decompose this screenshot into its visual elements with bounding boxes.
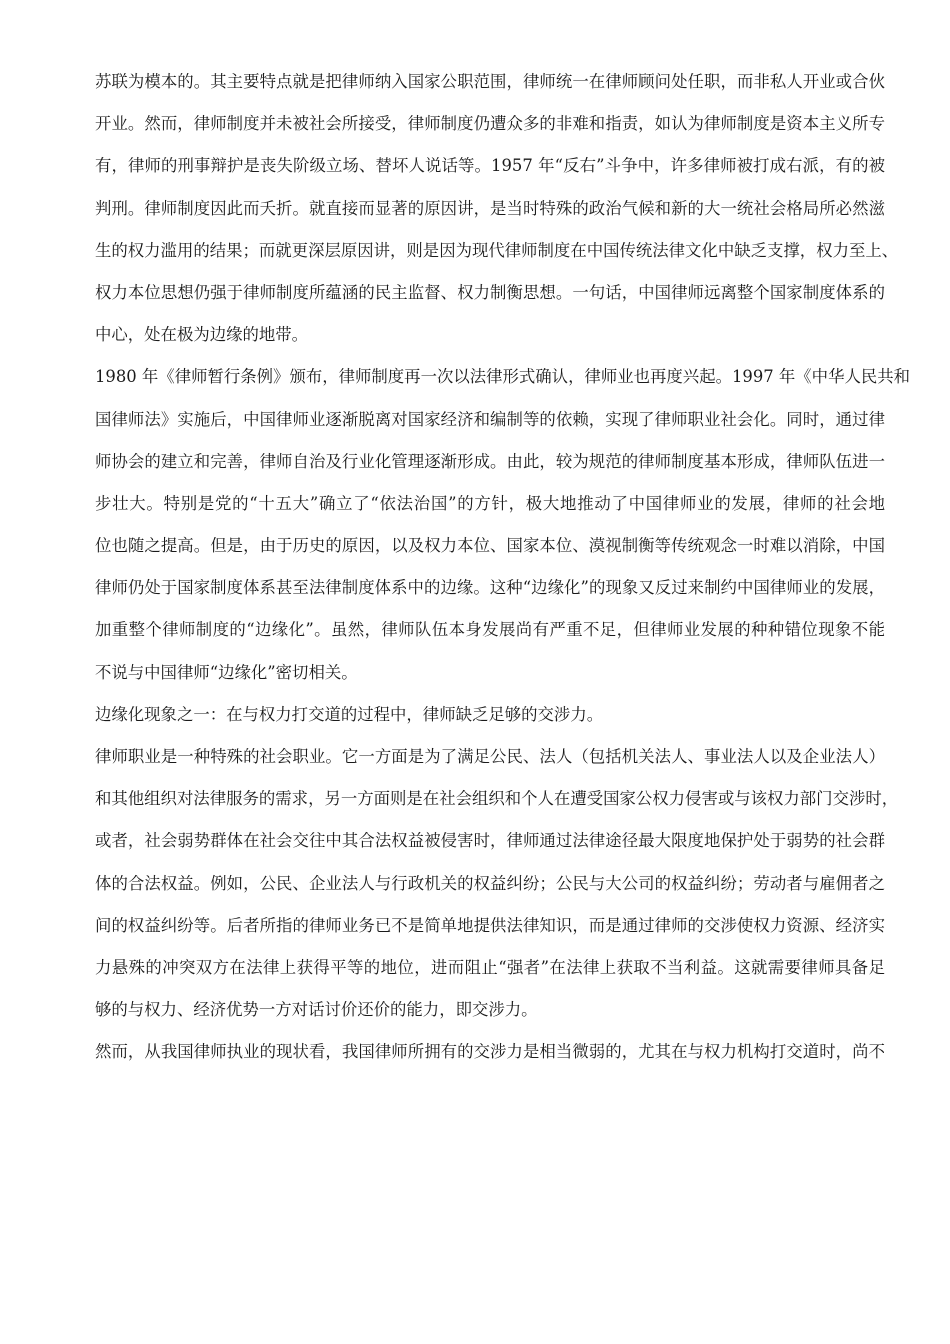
text-line: 够的与权力、经济优势一方对话讨价还价的能力，即交涉力。 <box>95 1000 538 1020</box>
paragraph-soviet-model <box>95 72 899 367</box>
text-line: 步壮大。特别是党的“十五大”确立了“依法治国”的方针，极大地推动了中国律师业的发展，律师的社会地 <box>95 493 885 513</box>
text-line: 间的权益纠纷等。后者所指的律师业务已不是简单地提供法律知识，而是通过律师的交涉使权力资源、经济实 <box>95 915 885 935</box>
text-line: 苏联为模本的。其主要特点就是把律师纳入国家公职范围，律师统一在律师顾问处任职，而非私人开业或合伙 <box>95 72 885 91</box>
text-line: 边缘化现象之一：在与权力打交道的过程中，律师缺乏足够的交涉力。 <box>95 704 604 724</box>
text-line: 或者，社会弱势群体在社会交往中其合法权益被侵害时，律师通过法律途径最大限度地保护处于弱势的社会群 <box>95 831 885 851</box>
text-line: 国律师法》实施后，中国律师业逐渐脱离对国家经济和编制等的依赖，实现了律师职业社会化。同时，通过律 <box>95 409 885 429</box>
text-line: 律师仍处于国家制度体系甚至法律制度体系中的边缘。这种“边缘化”的现象又反过来制约中国律师业的发展， <box>95 578 885 598</box>
text-line: 判刑。律师制度因此而夭折。就直接而显著的原因讲，是当时特殊的政治气候和新的大一统社会格局所必然滋 <box>95 198 885 218</box>
paragraph-lawyer-profession <box>95 747 899 1042</box>
text-line: 生的权力滥用的结果；而就更深层原因讲，则是因为现代律师制度在中国传统法律文化中缺乏支撑，权力至上、 <box>95 240 899 260</box>
paragraph-marginalization-heading <box>95 705 885 747</box>
text-line: 开业。然而，律师制度并未被社会所接受，律师制度仍遭众多的非难和指责，如认为律师制度是资本主义所专 <box>95 114 885 134</box>
text-line: 不说与中国律师“边缘化”密切相关。 <box>95 662 358 682</box>
text-line: 位也随之提高。但是，由于历史的原因，以及权力本位、国家本位、漠视制衡等传统观念一时难以消除，中国 <box>95 536 885 556</box>
text-line: 然而，从我国律师执业的现状看，我国律师所拥有的交涉力是相当微弱的，尤其在与权力机构打交道时，尚不 <box>95 1042 885 1062</box>
body-text <box>95 72 911 1085</box>
text-line: 体的合法权益。例如，公民、企业法人与行政机关的权益纠纷；公民与大公司的权益纠纷；劳动者与雇佣者之 <box>95 873 885 893</box>
paragraph-1980-regulations <box>95 367 911 705</box>
text-line: 加重整个律师制度的“边缘化”。虽然，律师队伍本身发展尚有严重不足，但律师业发展的种种错位现象不能 <box>95 620 885 640</box>
text-line: 师协会的建立和完善，律师自治及行业化管理逐渐形成。由此，较为规范的律师制度基本形成，律师队伍进一 <box>95 451 885 471</box>
text-line: 和其他组织对法律服务的需求，另一方面则是在社会组织和个人在遭受国家公权力侵害或与该权力部门交涉时， <box>95 789 899 809</box>
text-line: 1980 年《律师暂行条例》颁布，律师制度再一次以法律形式确认，律师业也再度兴起。1997 年《中华人民共和 <box>95 367 911 387</box>
text-line: 中心，处在极为边缘的地带。 <box>95 325 309 345</box>
paragraph-current-status <box>95 1042 885 1084</box>
text-line: 律师职业是一种特殊的社会职业。它一方面是为了满足公民、法人（包括机关法人、事业法人以及企业法人） <box>95 747 885 766</box>
text-line: 力悬殊的冲突双方在法律上获得平等的地位，进而阻止“强者”在法律上获取不当利益。这就需要律师具备足 <box>95 957 885 977</box>
text-line: 权力本位思想仍强于律师制度所蕴涵的民主监督、权力制衡思想。一句话，中国律师远离整个国家制度体系的 <box>95 282 885 302</box>
text-line: 有，律师的刑事辩护是丧失阶级立场、替坏人说话等。1957 年“反右”斗争中，许多律师被打成右派，有的被 <box>95 156 885 176</box>
